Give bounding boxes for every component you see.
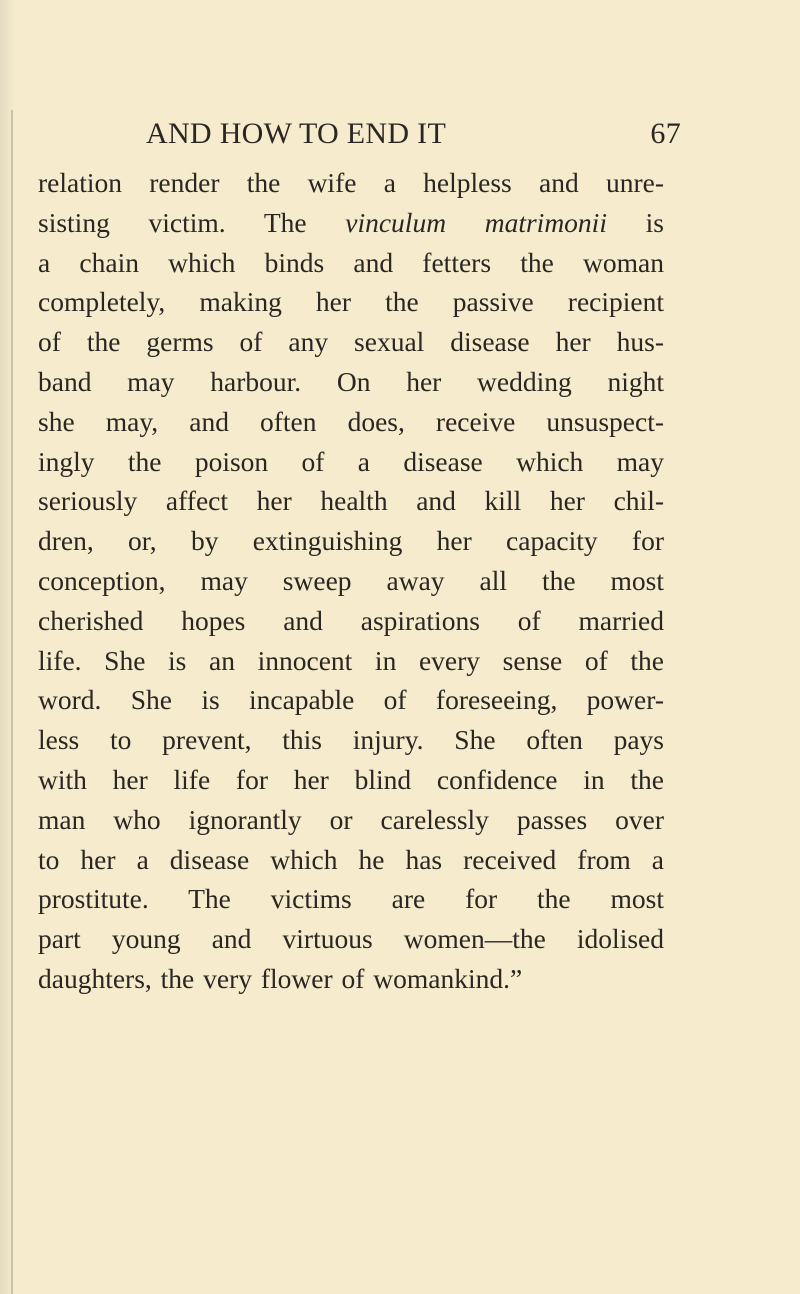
- italic-latin-phrase: vinculum matrimonii: [345, 206, 607, 238]
- body-text: [38, 163, 664, 999]
- text-line: prostitute. The victims are for the most: [38, 883, 664, 915]
- text-line: relation render the wife a helpless and unre-: [38, 167, 664, 198]
- text-line: she may, and often does, receive unsuspect-: [38, 405, 664, 437]
- text-line: ingly the poison of a disease which may: [38, 445, 664, 477]
- text-line: of the germs of any sexual disease her hus-: [38, 326, 664, 358]
- text-line: [38, 203, 664, 243]
- text-line: seriously affect her health and kill her chil-: [38, 485, 664, 517]
- text-line: man who ignorantly or carelessly passes over: [38, 803, 664, 835]
- text-line: with her life for her blind confidence in the: [38, 763, 664, 795]
- text-line: life. She is an innocent in every sense of the: [38, 644, 664, 676]
- text-line: band may harbour. On her wedding night: [38, 365, 664, 397]
- running-head: [146, 117, 681, 157]
- text-line: conception, may sweep away all the most: [38, 564, 664, 596]
- running-head-title: AND HOW TO END IT: [146, 117, 447, 150]
- text-line: word. She is incapable of foreseeing, power-: [38, 684, 664, 716]
- text-line: dren, or, by extinguishing her capacity for: [38, 525, 664, 557]
- text-line: less to prevent, this injury. She often pays: [38, 724, 664, 756]
- text-line: completely, making her the passive recipient: [38, 286, 664, 318]
- binding-edge-line: [11, 110, 13, 1294]
- text-line-last: daughters, the very flower of womankind.”: [38, 962, 523, 994]
- text-line: to her a disease which he has received from a: [38, 843, 664, 875]
- text-line: a chain which binds and fetters the woman: [38, 246, 664, 278]
- text-line-end: is: [606, 206, 664, 238]
- page-number: 67: [650, 117, 681, 150]
- text-line: cherished hopes and aspirations of married: [38, 604, 664, 636]
- text-line-start: sisting victim. The: [38, 206, 346, 238]
- text-line: part young and virtuous women—the idolised: [38, 923, 664, 955]
